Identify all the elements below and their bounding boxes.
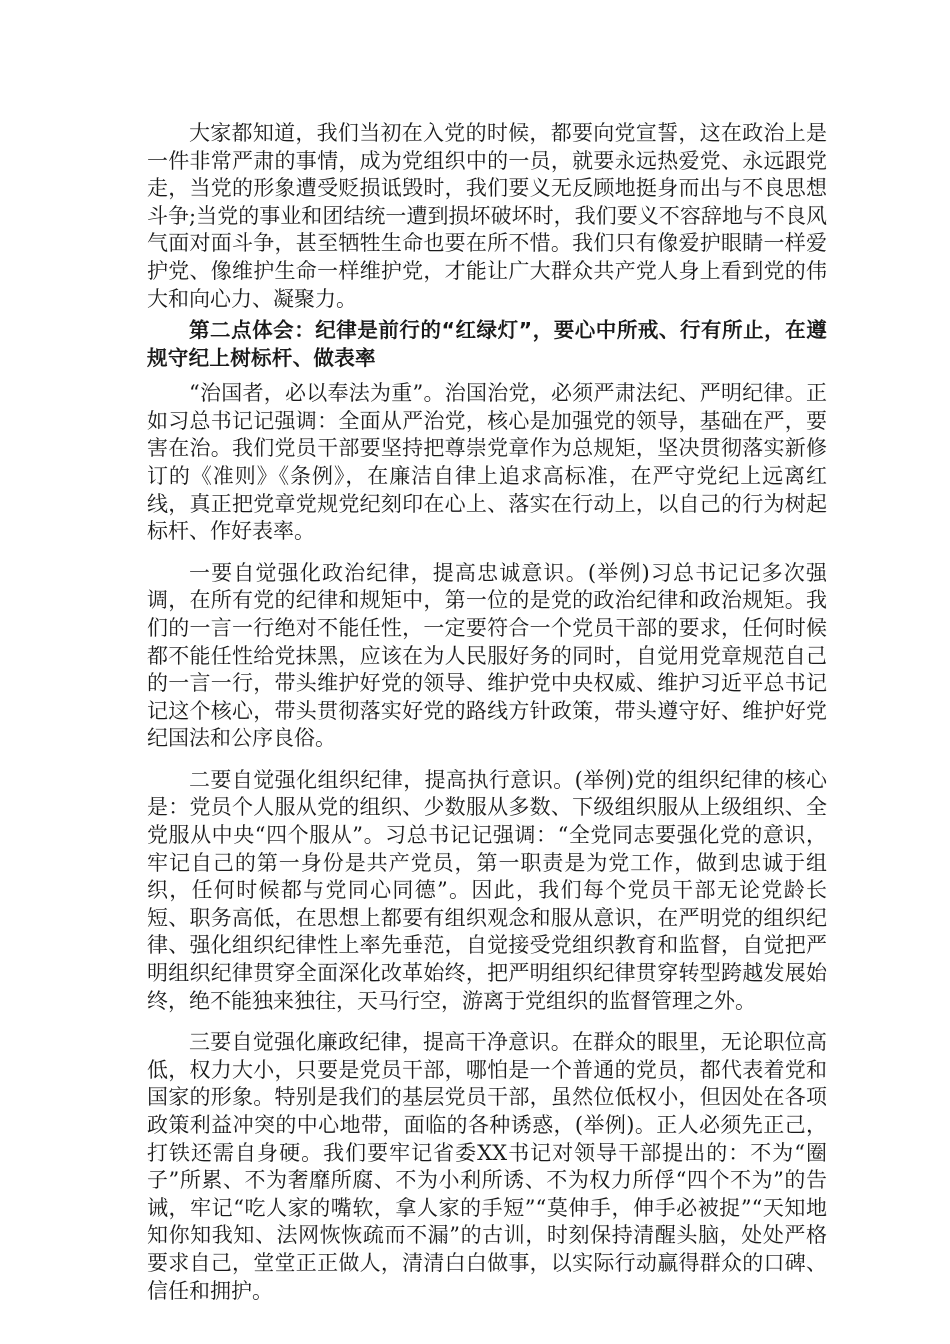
paragraph-political-discipline: 一要自觉强化政治纪律，提高忠诚意识。(举例)习总书记记多次强调，在所有党的纪律和规矩中，第一位的是党的政治纪律和政治规矩。我们的一言一行绝对不能任性，一定要符合一个党员干部的要求，任何时候都不能任性给党抹黑，应该在为人民服好务的同时，自觉用党章规范自己的一言一行，带头维护好党的领导、维护党中央权威、维护习近平总书记记这个核心，带头贯彻落实好党的路线方针政策，带头遵守好、维护好党纪国法和公序良俗。	[147, 560, 827, 751]
paragraph-integrity-discipline: 三要自觉强化廉政纪律，提高干净意识。在群众的眼里，无论职位高低，权力大小，只要是党员干部，哪怕是一个普通的党员，都代表着党和国家的形象。特别是我们的基层党员干部，虽然位低权小，但因处在各项政策利益冲突的中心地带，面临的各种诱惑，(举例)。正人必须先正己，打铁还需自身硬。我们要牢记省委XX书记对领导干部提出的：不为“圈子”所累、不为奢靡所腐、不为小利所诱、不为权力所俘“四个不为”的告诫，牢记“吃人家的嘴软，拿人家的手短”“莫伸手，伸手必被捉”“天知地知你知我知、法网恢恢疏而不漏”的古训，时刻保持清醒头脑，处处严格要求自己，堂堂正正做人，清清白白做事，以实际行动赢得群众的口碑、信任和拥护。	[147, 1030, 827, 1303]
paragraph-organizational-discipline: 二要自觉强化组织纪律，提高执行意识。(举例)党的组织纪律的核心是：党员个人服从党的组织、少数服从多数、下级组织服从上级组织、全党服从中央“四个服从”。习总书记记强调：“全党同志要强化党的意识，牢记自己的第一身份是共产党员，第一职责是为党工作，做到忠诚于组织，任何时候都与党同心同德”。因此，我们每个党员干部无论党龄长短、职务高低，在思想上都要有组织观念和服从意识，在严明党的组织纪律、强化组织纪律性上率先垂范，自觉接受党组织教育和监督，自觉把严明组织纪律贯穿全面深化改革始终，把严明组织纪律贯穿转型跨越发展始终，绝不能独来独往，天马行空，游离于党组织的监督管理之外。	[147, 767, 827, 1013]
paragraph-party-oath: 大家都知道，我们当初在入党的时候，都要向党宣誓，这在政治上是一件非常严肃的事情，成为党组织中的一员，就要永远热爱党、永远跟党走，当党的形象遭受贬损诋毁时，我们要义无反顾地挺身而出与不良思想斗争;当党的事业和团结统一遭到损坏破坏时，我们要义不容辞地与不良风气面对面斗争，甚至牺牲生命也要在所不惜。我们只有像爱护眼睛一样爱护党、像维护生命一样维护党，才能让广大群众共产党人身上看到党的伟大和向心力、凝聚力。	[147, 121, 827, 311]
document-body	[147, 120, 827, 1319]
paragraph-rule-of-law: “治国者，必以奉法为重”。治国治党，必须严肃法纪、严明纪律。正如习总书记记强调：全面从严治党，核心是加强党的领导，基础在严，要害在治。我们党员干部要坚持把尊崇党章作为总规矩，坚决贯彻落实新修订的《准则》《条例》，在廉洁自律上追求高标准，在严守党纪上远离红线，真正把党章党规党纪刻印在心上、落实在行动上，以自己的行为树起标杆、作好表率。	[147, 381, 827, 544]
section-heading-discipline: 第二点体会：纪律是前行的“红绿灯”，要心中所戒、行有所止，在遵规守纪上树标杆、做表率	[147, 318, 827, 371]
